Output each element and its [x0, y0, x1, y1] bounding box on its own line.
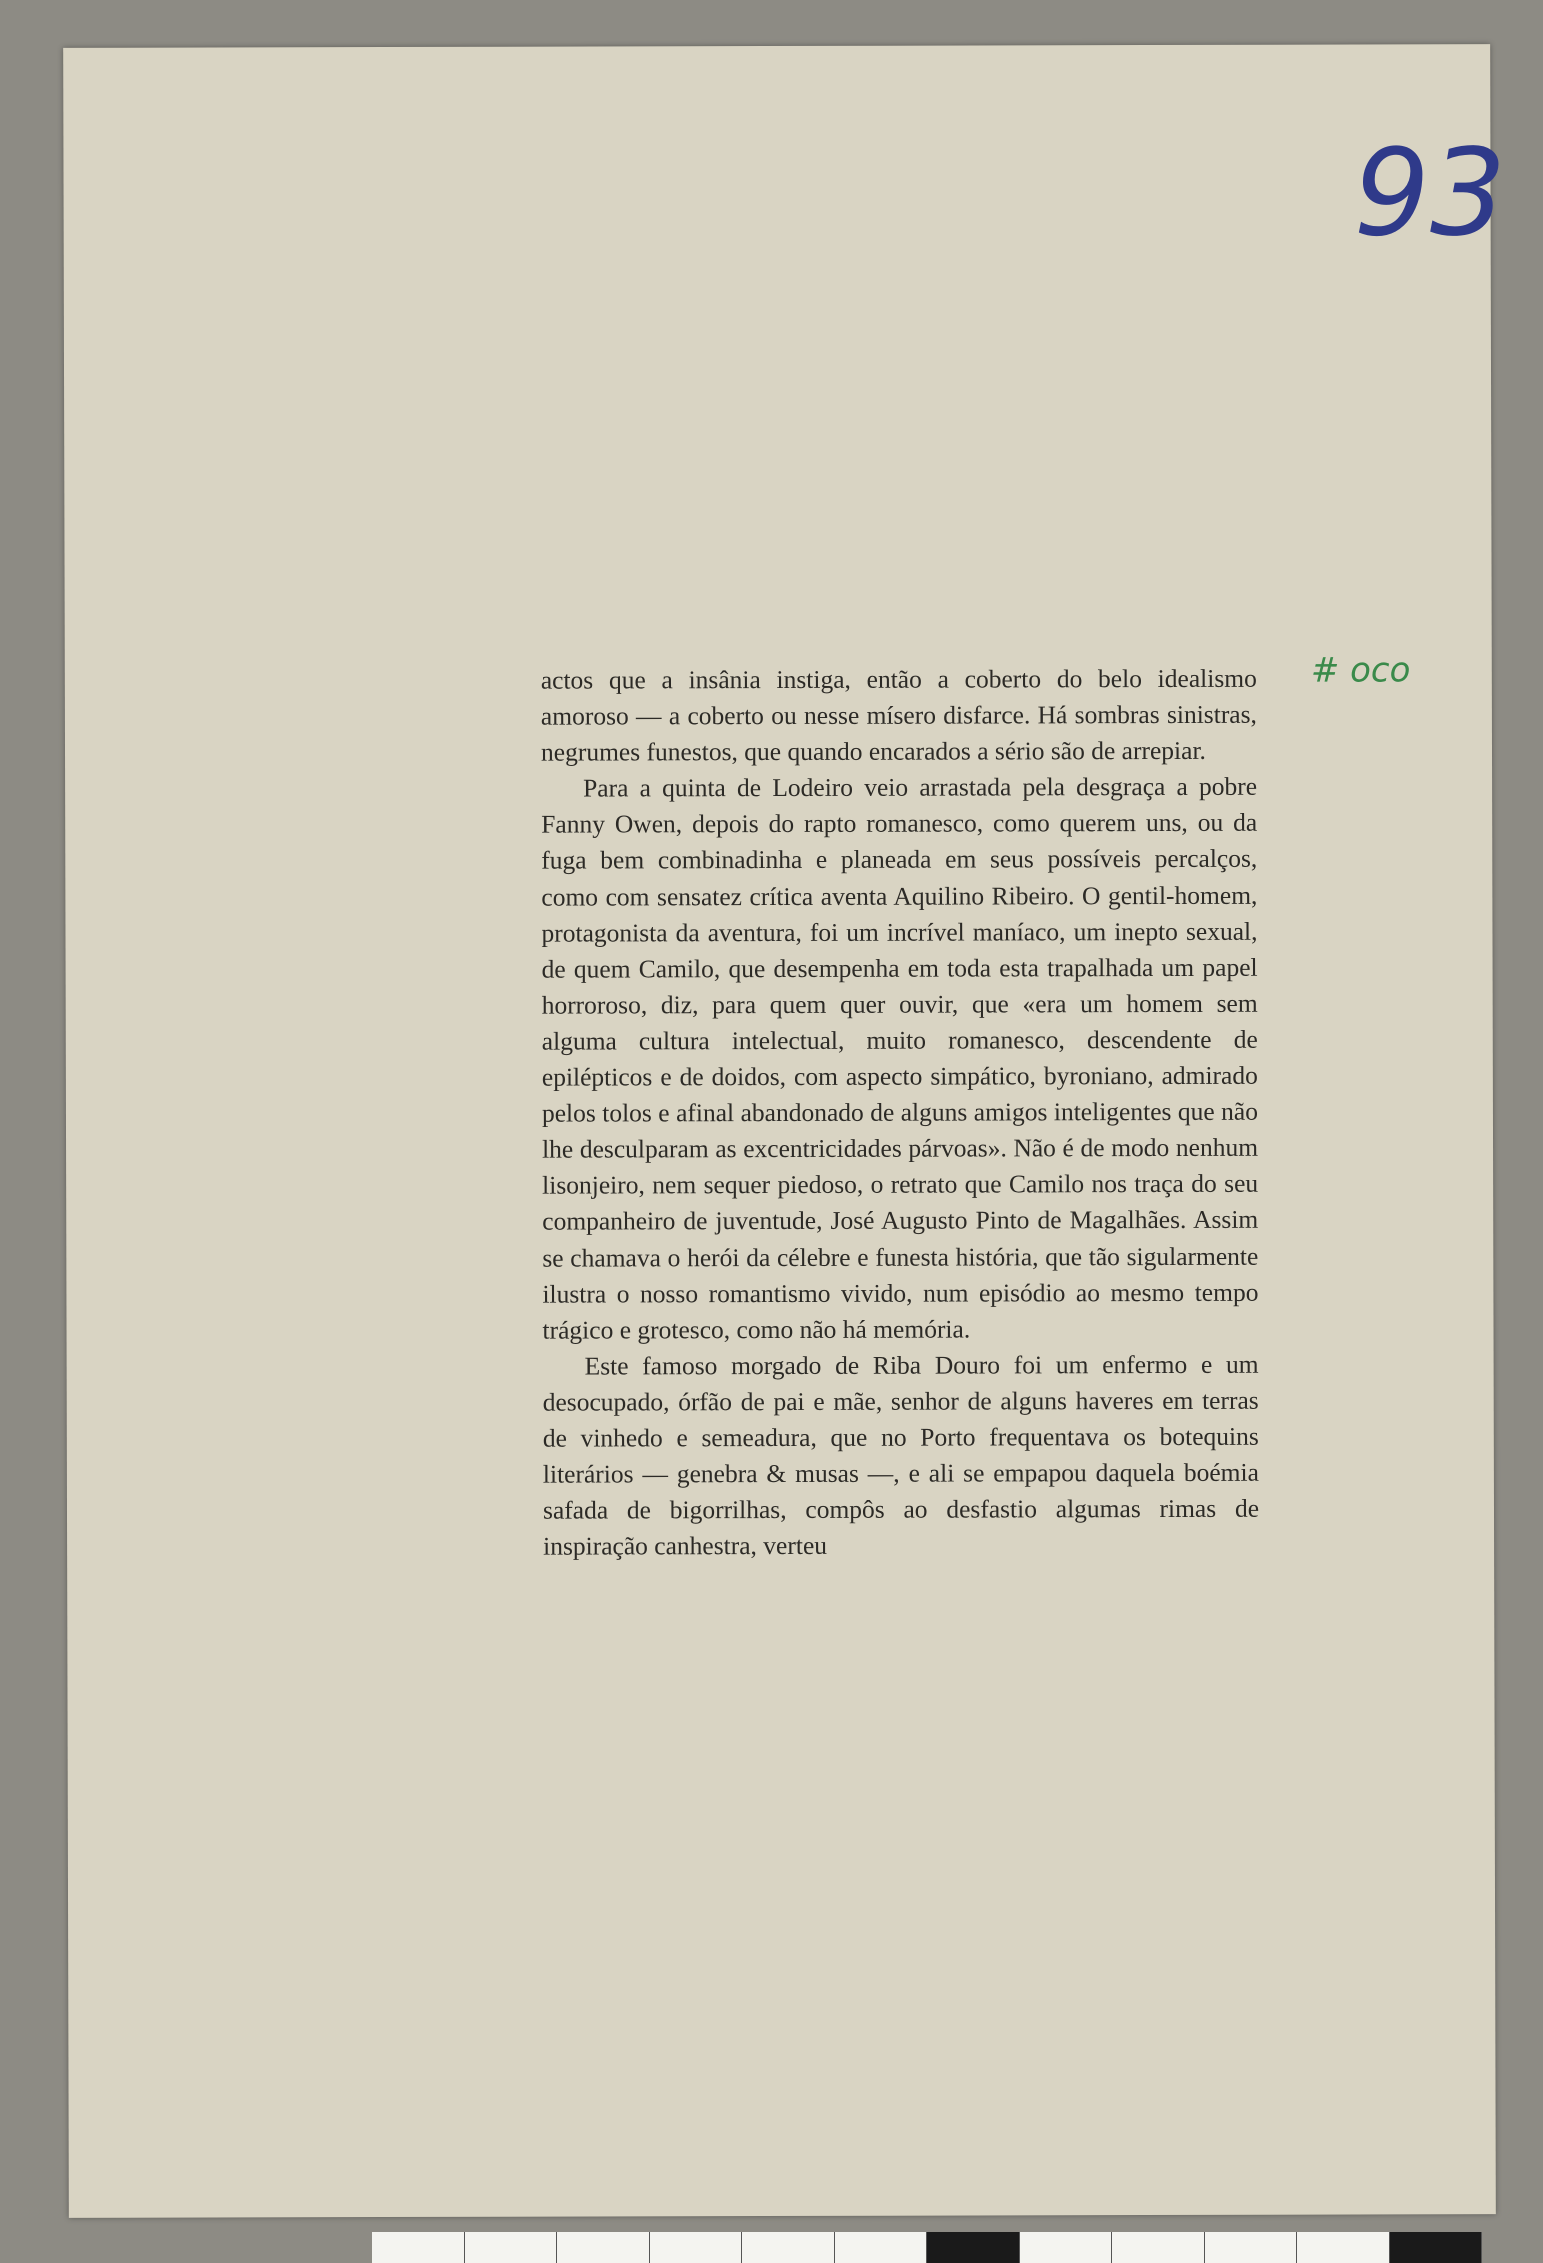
paragraph: Este famoso morgado de Riba Douro foi um enfermo e um desocupado, órfão de pai e mãe, senhor de alguns haveres em terras de vinhedo e semeadura, que no Porto frequentava os botequins literários — genebra & musas —, e ali se empapou daquela boémia safada de bigorrilhas, compôs ao desfastio algumas rimas de inspiração canhestra, verteu — [542, 1349, 1260, 1561]
document-page — [63, 44, 1507, 2218]
margin-note: # oco — [1310, 650, 1411, 691]
scale-ruler — [372, 2232, 1482, 2263]
paragraph: Para a quinta de Lodeiro veio arrastada pela desgraça a pobre Fanny Owen, depois do rapto romanesco, como querem uns, ou da fuga bem combinadinha e planeada em seus possíveis percalços, como com sensatez crítica aventa Aquilino Ribeiro. O gentil-homem, protagonista da aventura, foi um incrível maníaco, um inepto sexual, de quem Camilo, que desempenha em toda esta trapalhada um papel horroroso, diz, para quem quer ouvir, que «era um homem sem alguma cultura intelectual, muito romanesco, descendente de epilépticos e de doidos, com aspecto simpático, byroniano, admirado pelos tolos e afinal abandonado de alguns amigos inteligentes que não lhe desculparam as excentricidades párvoas». Não é de modo nenhum lisonjeiro, nem sequer piedoso, o retrato que Camilo nos traça do seu companheiro de juventude, José Augusto Pinto de Magalhães. Assim se chamava o herói da célebre e funesta história, que tão sigularmente ilustra o nosso romantismo vivido, num episódio ao mesmo tempo trágico e grotesco, como não há memória. — [541, 772, 1259, 1345]
folio-number: 93 — [1353, 124, 1507, 264]
paragraph: actos que a insânia instiga, então a coberto do belo idealismo amoroso — a coberto ou nesse mísero disfarce. Há sombras sinistras, negrumes funestos, que quando encarados a sério são de arrepiar. — [540, 663, 1257, 767]
body-text — [541, 661, 1259, 1565]
